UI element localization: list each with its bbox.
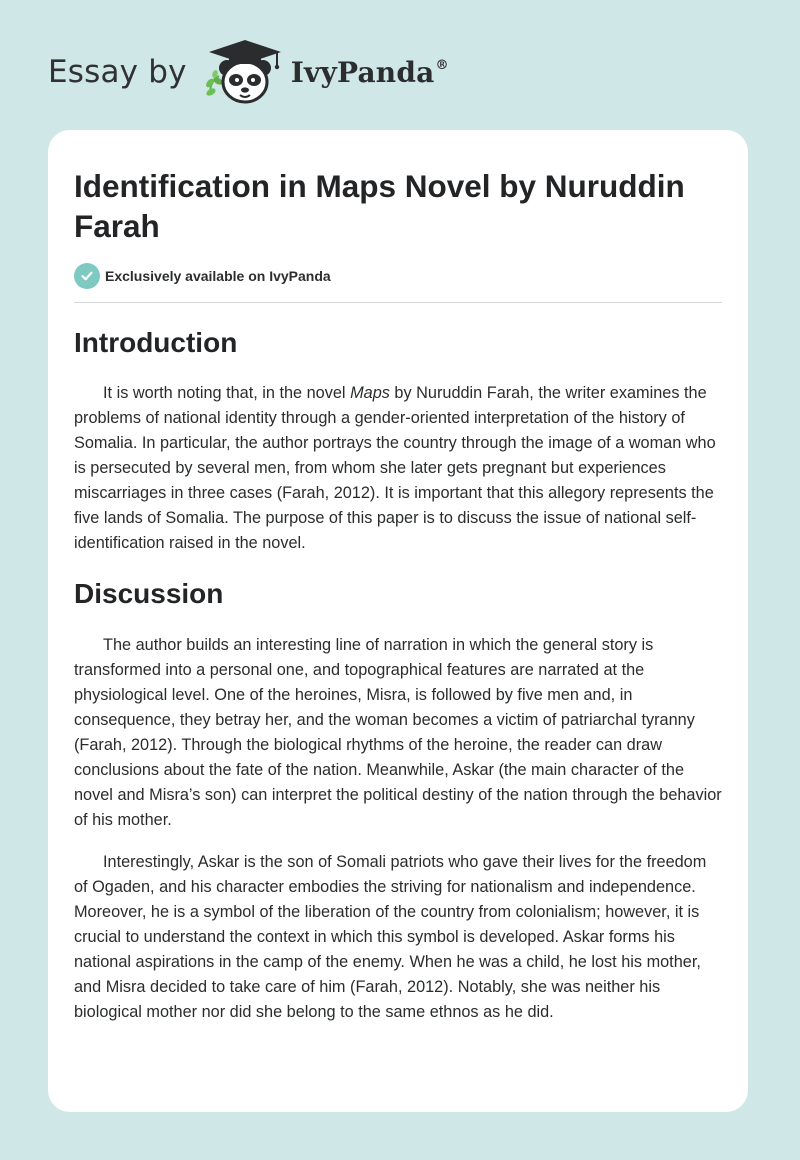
essay-title: Identification in Maps Novel by Nuruddin Farah: [74, 168, 685, 244]
check-icon: [74, 263, 100, 289]
panda-graduation-cap-icon[interactable]: [201, 36, 287, 108]
brand-name[interactable]: [291, 56, 449, 89]
paragraph-text: It is worth noting that, in the novel: [103, 384, 351, 402]
novel-title-italic: Maps: [350, 384, 390, 402]
exclusive-badge-label: Exclusively available on IvyPanda: [105, 268, 331, 284]
essay-by-label: Essay by: [48, 54, 187, 90]
leaf-icon: [204, 69, 223, 97]
site-header: [48, 36, 449, 108]
paragraph-discussion-2: Interestingly, Askar is the son of Somali patriots who gave their lives for the freedom of Ogaden, and his character embodies the striving for nationalism and independence. Moreover, he is a symbol of the liberation of the country from colonialism; however, it is crucial to understand the context in which this symbol is developed. Askar forms his national aspirations in the camp of the enemy. When he was a child, he lost his mother, and Misra decided to take care of him (Farah, 2012). Notably, she was neither his biological mother nor did she belong to the same ethnos as he did.: [74, 853, 707, 1021]
section-heading-discussion: Discussion: [74, 578, 224, 609]
registered-mark: ®: [435, 57, 449, 73]
essay-content: [74, 166, 722, 1025]
paragraph-discussion-1: The author builds an interesting line of narration in which the general story is transformed into a personal one, and topographical features are narrated at the physiological level. One of the heroines, Misra, is followed by five men and, in consequence, they betray her, and the woman becomes a victim of patriarchal tyranny (Farah, 2012). Through the biological rhythms of the heroine, the reader can draw conclusions about the fate of the nation. Meanwhile, Askar (the main character of the novel and Misra’s son) can interpret the political destiny of the nation through the behavior of his mother.: [74, 636, 722, 829]
brand-text: IvyPanda: [290, 55, 435, 89]
exclusive-badge: [74, 262, 722, 290]
section-heading-introduction: Introduction: [74, 327, 238, 358]
paragraph-text: by Nuruddin Farah, the writer examines the problems of national identity through a gender-oriented interpretation of the history of Somalia. In particular, the author portrays the country through the image of a woman who is persecuted by several men, from whom she later gets pregnant but experiences miscarriages in three cases (Farah, 2012). It is important that this allegory represents the five lands of Somalia. The purpose of this paper is to discuss the issue of national self-identification raised in the novel.: [74, 384, 716, 552]
essay-card: [48, 130, 748, 1112]
paragraph-introduction: [74, 381, 722, 556]
title-divider: [74, 302, 722, 303]
